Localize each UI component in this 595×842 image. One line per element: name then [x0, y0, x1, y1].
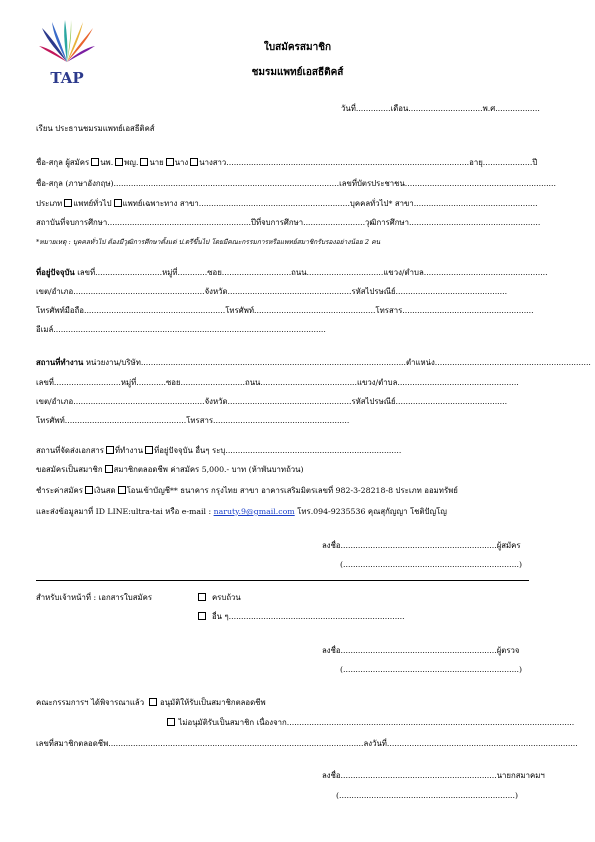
- form-subtitle: ชมรมแพทย์เอสธีติคส์: [251, 67, 344, 78]
- date-line[interactable]: วันที่..............เดือน..............................พ.ศ..................: [341, 104, 540, 113]
- mail-home-field[interactable]: ที่อยู่ปัจจุบัน อื่นๆ ระบุ.......................................................................: [154, 446, 402, 455]
- education-field[interactable]: สถาบันที่จบการศึกษา..........................................................ปีที่จบการศึกษา.........................วุฒิการศึกษา.....................................................: [36, 218, 541, 227]
- checkbox-general-doctor[interactable]: [64, 199, 72, 207]
- checkbox-mail-work[interactable]: [106, 446, 114, 454]
- payment-label: ชำระค่าสมัคร: [36, 486, 83, 495]
- email-link[interactable]: naruty.9@gmail.com: [213, 507, 295, 516]
- member-number-line[interactable]: เลขที่สมาชิกตลอดชีพ.......................................................................................................ลงวันที่.............................................................................: [36, 739, 578, 748]
- mailing-label: สถานที่จัดส่งเอกสาร: [36, 446, 104, 455]
- workplace-label: สถานที่ทำงาน: [36, 358, 84, 367]
- membership-line: [36, 465, 304, 475]
- current-address-label: ที่อยู่ปัจจุบัน: [36, 268, 75, 277]
- president-signature-line[interactable]: ลงชื่อ...............................................................นายกสมาคมฯ: [322, 771, 545, 780]
- committee-label: คณะกรรมการฯ ได้พิจารณาแล้ว: [36, 698, 145, 707]
- checkbox-complete[interactable]: [198, 593, 206, 601]
- checkbox-mr[interactable]: [140, 158, 148, 166]
- contact-label: และส่งข้อมูลมาที่ ID LINE:ultra-tai หรือ e-mail :: [36, 507, 214, 516]
- name-english-field[interactable]: ชื่อ-สกุล (ภาษาอังกฤษ)...........................................................................................เลขที่บัตรประชาชน.............................................................: [36, 179, 556, 188]
- checkbox-mrs[interactable]: [166, 158, 174, 166]
- checkbox-other[interactable]: [198, 612, 206, 620]
- membership-option-label: สมาชิกตลอดชีพ ค่าสมัคร 5,000.- บาท (ห้าพันบาทถ้วน): [113, 465, 304, 474]
- other-field[interactable]: อื่น ๆ.......................................................................: [211, 612, 405, 621]
- officer-complete-option: [196, 593, 241, 603]
- email-field[interactable]: อีเมล์..............................................................................................................: [36, 325, 326, 334]
- committee-line-1: [36, 698, 266, 708]
- mail-work-label: ที่ทำงาน: [114, 446, 144, 455]
- checkbox-reject[interactable]: [167, 718, 175, 726]
- applicant-signature-line[interactable]: ลงชื่อ...............................................................ผู้สมัคร: [322, 541, 521, 550]
- workplace-fields-1[interactable]: หน่วยงาน/บริษัท...........................................................................................................ตำแหน่ง...............................................................: [83, 358, 591, 367]
- president-signature-name[interactable]: (.......................................................................): [336, 791, 519, 800]
- current-address-line-1[interactable]: [36, 268, 548, 278]
- applicant-name-label: ชื่อ-สกุล ผู้สมัคร: [36, 158, 90, 167]
- type-label: ประเภท: [36, 199, 63, 208]
- workplace-phone-line[interactable]: โทรศัพท์.................................................โทรสาร.......................................................: [36, 416, 350, 425]
- complete-label: ครบถ้วน: [211, 593, 241, 602]
- opt-mrs-label: นาง: [174, 158, 189, 167]
- payment-line: [36, 486, 458, 496]
- opt-nph-label: นพ.: [100, 158, 114, 167]
- checkbox-specialist[interactable]: [114, 199, 122, 207]
- opt-miss-label: นางสาว: [199, 158, 227, 167]
- checkbox-ppy[interactable]: [115, 158, 123, 166]
- inspector-signature-name[interactable]: (.......................................................................): [340, 665, 523, 674]
- salutation: เรียน ประธานชมรมแพทย์เอสธีติคส์: [36, 124, 155, 133]
- section-divider: [36, 580, 529, 581]
- checkbox-approve[interactable]: [149, 698, 157, 706]
- logo-text: TAP: [50, 69, 84, 87]
- checkbox-pay-cash[interactable]: [85, 486, 93, 494]
- checkbox-mail-home[interactable]: [145, 446, 153, 454]
- approve-label: อนุมัติให้รับเป็นสมาชิกตลอดชีพ: [160, 698, 266, 707]
- type-general-label: แพทย์ทั่วไป: [73, 199, 112, 208]
- officer-label: สำหรับเจ้าหน้าที่ : เอกสารใบสมัคร: [36, 593, 153, 602]
- membership-label: ขอสมัครเป็นสมาชิก: [36, 465, 103, 474]
- contact-line: [36, 507, 447, 517]
- inspector-signature-line[interactable]: ลงชื่อ...............................................................ผู้ตรวจ: [322, 646, 520, 655]
- workplace-line-1[interactable]: [36, 358, 591, 368]
- current-address-fields-1[interactable]: เลขที่...........................หมู่ที่............ซอย............................ถนน...............................แขวง/ตำบล..................................................: [74, 268, 548, 277]
- name-age-field[interactable]: ..................................................................................................อายุ....................ปี: [226, 158, 538, 167]
- contact-phone-text: โทร.094-9235536 คุณสุกัญญา โชติปัญโญ: [294, 507, 447, 516]
- committee-line-2: [165, 718, 574, 728]
- form-title: ใบสมัครสมาชิก: [263, 42, 332, 53]
- mailing-line: [36, 446, 401, 456]
- workplace-line-3[interactable]: เขต/อำเภอ.....................................................จังหวัด..................................................รหัสไปรษณีย์.............................................: [36, 397, 508, 406]
- applicant-signature-name[interactable]: (.......................................................................): [340, 560, 523, 569]
- note-text: *หมายเหตุ : บุคคลทั่วไป ต้องมีวุฒิการศึกษาตั้งแต่ ป.ตรีขึ้นไป โดยมีคณะกรรมการหรือแพทย์สมาชิกรับรองอย่างน้อย 2 คน: [36, 238, 381, 246]
- applicant-type-line: [36, 199, 538, 209]
- current-phone-line[interactable]: โทรศัพท์มือถือ.........................................................โทรศัพท์.................................................โทรสาร.....................................................: [36, 306, 534, 315]
- pay-cash-label: เงินสด: [93, 486, 116, 495]
- current-address-line-2[interactable]: เขต/อำเภอ.....................................................จังหวัด..................................................รหัสไปรษณีย์.............................................: [36, 287, 508, 296]
- checkbox-miss[interactable]: [190, 158, 198, 166]
- reject-reason-field[interactable]: ไม่อนุมัติรับเป็นสมาชิก เนื่องจาก....................................................................................................................: [178, 718, 575, 727]
- specialist-field[interactable]: แพทย์เฉพาะทาง สาขา.............................................................บุคคลทั่วไป* สาขา..................................................: [122, 199, 538, 208]
- applicant-name-line: [36, 158, 537, 168]
- checkbox-lifetime-member[interactable]: [105, 465, 113, 473]
- opt-mr-label: นาย: [149, 158, 164, 167]
- checkbox-pay-transfer[interactable]: [118, 486, 126, 494]
- workplace-line-2[interactable]: เลขที่...........................หมู่ที่............ซอย..........................ถนน.......................................แขวง/ตำบล.................................................: [36, 378, 519, 387]
- checkbox-nph[interactable]: [91, 158, 99, 166]
- officer-other-option: [196, 612, 405, 622]
- opt-ppy-label: พญ.: [124, 158, 139, 167]
- pay-transfer-label: โอนเข้าบัญชี** ธนาคาร กรุงไทย สาขา อาคารเสริมมิตรเลขที่ 982-3-28218-8 ประเภท ออมทรัพย์: [126, 486, 458, 495]
